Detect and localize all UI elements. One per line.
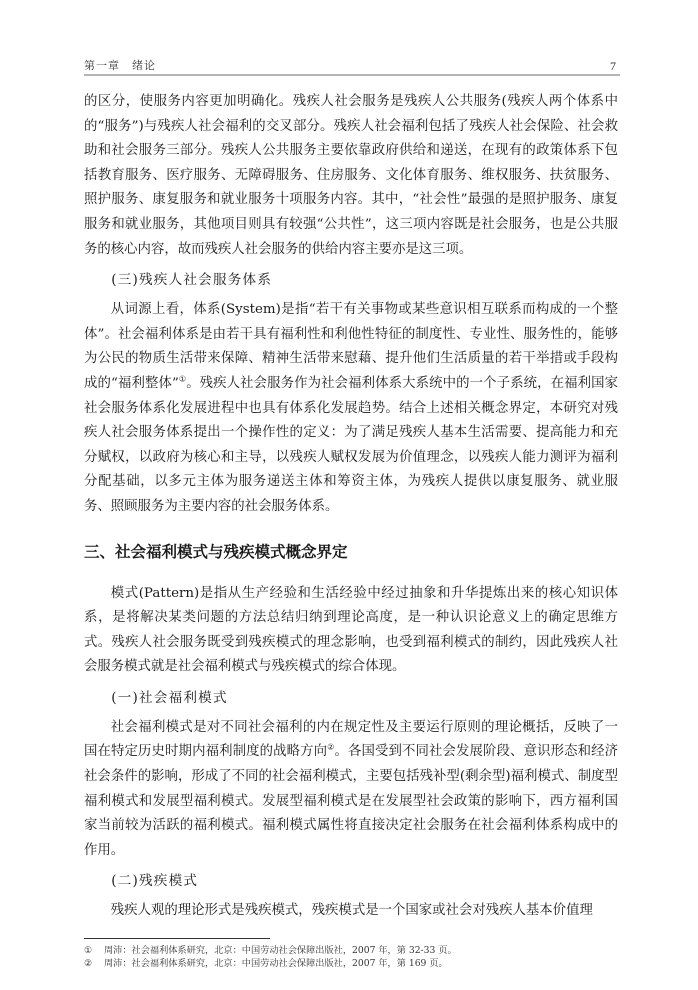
running-header [84, 56, 620, 74]
footnote-text: 周沛：社会福利体系研究，北京：中国劳动社会保障出版社，2007 年，第 169 页。 [104, 958, 448, 970]
footnote-area [84, 938, 620, 970]
page-body [84, 90, 618, 924]
subheading-service-system: (三)残疾人社会服务体系 [111, 272, 273, 289]
footnote-text: 周沛：社会福利体系研究，北京：中国劳动社会保障出版社，2007 年，第 32-33 页。 [104, 945, 457, 957]
paragraph-text: 社会福利模式是对不同社会福利的内在规定性及主要运行原则的理论概括，反映了一国在特定历史时期内福利制度的战略方向 [84, 719, 618, 760]
section-heading-3: 三、社会福利模式与残疾模式概念界定 [84, 542, 348, 561]
header-rule [84, 74, 620, 76]
paragraph-disability-model: 残疾人观的理论形式是残疾模式，残疾模式是一个国家或社会对残疾人基本价值理 [110, 903, 593, 919]
page-number: 7 [610, 59, 616, 73]
paragraph-system-definition [84, 298, 618, 519]
footnotes [84, 944, 620, 970]
footnote-2 [84, 957, 620, 970]
paragraph-text: 。各国受到不同社会发展阶段、意识形态和经济社会条件的影响，形成了不同的社会福利模式，主要包括残补型(剩余型)福利模式、制度型福利模式和发展型福利模式。发展型福利模式是在发展型社会政策的影响下，西方福利国家当前较为活跃的福利模式。福利模式属性将直接决定社会服务在社会福利体系构成中的作用。 [84, 744, 619, 858]
footnote-rule [84, 938, 270, 939]
footnote-mark: ② [84, 958, 93, 970]
paragraph-pattern-definition: 模式(Pattern)是指从生产经验和生活经验中经过抽象和升华提炼出来的核心知识体系，是将解决某类问题的方法总结归纳到理论高度，是一种认识论意义上的确定思维方式。残疾人社会服务既受到残疾模式的理念影响，也受到福利模式的制约，因此残疾人社会服务模式就是社会福利模式与残疾模式的综合体现。 [84, 585, 618, 675]
footnote-ref-1[interactable]: ① [178, 374, 187, 384]
paragraph-text: 从词源上看，体系(System)是指“若干有关事物或某些意识相互联系而构成的一个整体”。社会福利体系是由若干具有福利性和利他性特征的制度性、专业性、服务性的，能够为公民的物质生活带来保障、精神生活带来慰藉、提升他们生活质量的若干举措或手段构成的“福利整体” [84, 302, 618, 391]
footnote-mark: ① [84, 945, 93, 957]
footnote-1 [84, 944, 620, 957]
page [84, 0, 620, 990]
paragraph-continued: 的区分，使服务内容更加明确化。残疾人社会服务是残疾人公共服务(残疾人两个体系中的“服务”)与残疾人社会福利的交叉部分。残疾人社会福利包括了残疾人社会保险、社会救助和社会服务三部分。残疾人公共服务主要依靠政府供给和递送，在现有的政策体系下包括教育服务、医疗服务、无障碍服务、住房服务、文化体育服务、维权服务、扶贫服务、照护服务、康复服务和就业服务十项服务内容。其中，“社会性”最强的是照护服务、康复服务和就业服务，其他项目则具有较强“公共性”，这三项内容既是社会服务，也是公共服务的核心内容，故而残疾人社会服务的供给内容主要亦是这三项。 [84, 94, 618, 257]
paragraph-text: 。残疾人社会服务作为社会福利体系大系统中的一个子系统，在福利国家社会服务体系化发展进程中也具有体系化发展趋势。结合上述相关概念界定，本研究对残疾人社会服务体系提出一个操作性的定义：为了满足残疾人基本生活需要、提高能力和充分赋权，以政府为核心和主导，以残疾人赋权发展为价值理念，以残疾人能力测评为福利分配基础，以多元主体为服务递送主体和筹资主体，为残疾人提供以康复服务、就业服务、照顾服务为主要内容的社会服务体系。 [84, 375, 619, 514]
subheading-disability-model: (二)残疾模式 [111, 873, 199, 890]
chapter-title: 第一章 绪论 [84, 59, 156, 72]
subheading-welfare-model: (一)社会福利模式 [111, 689, 228, 706]
paragraph-welfare-model [84, 716, 618, 864]
footnote-ref-2[interactable]: ② [327, 743, 335, 752]
